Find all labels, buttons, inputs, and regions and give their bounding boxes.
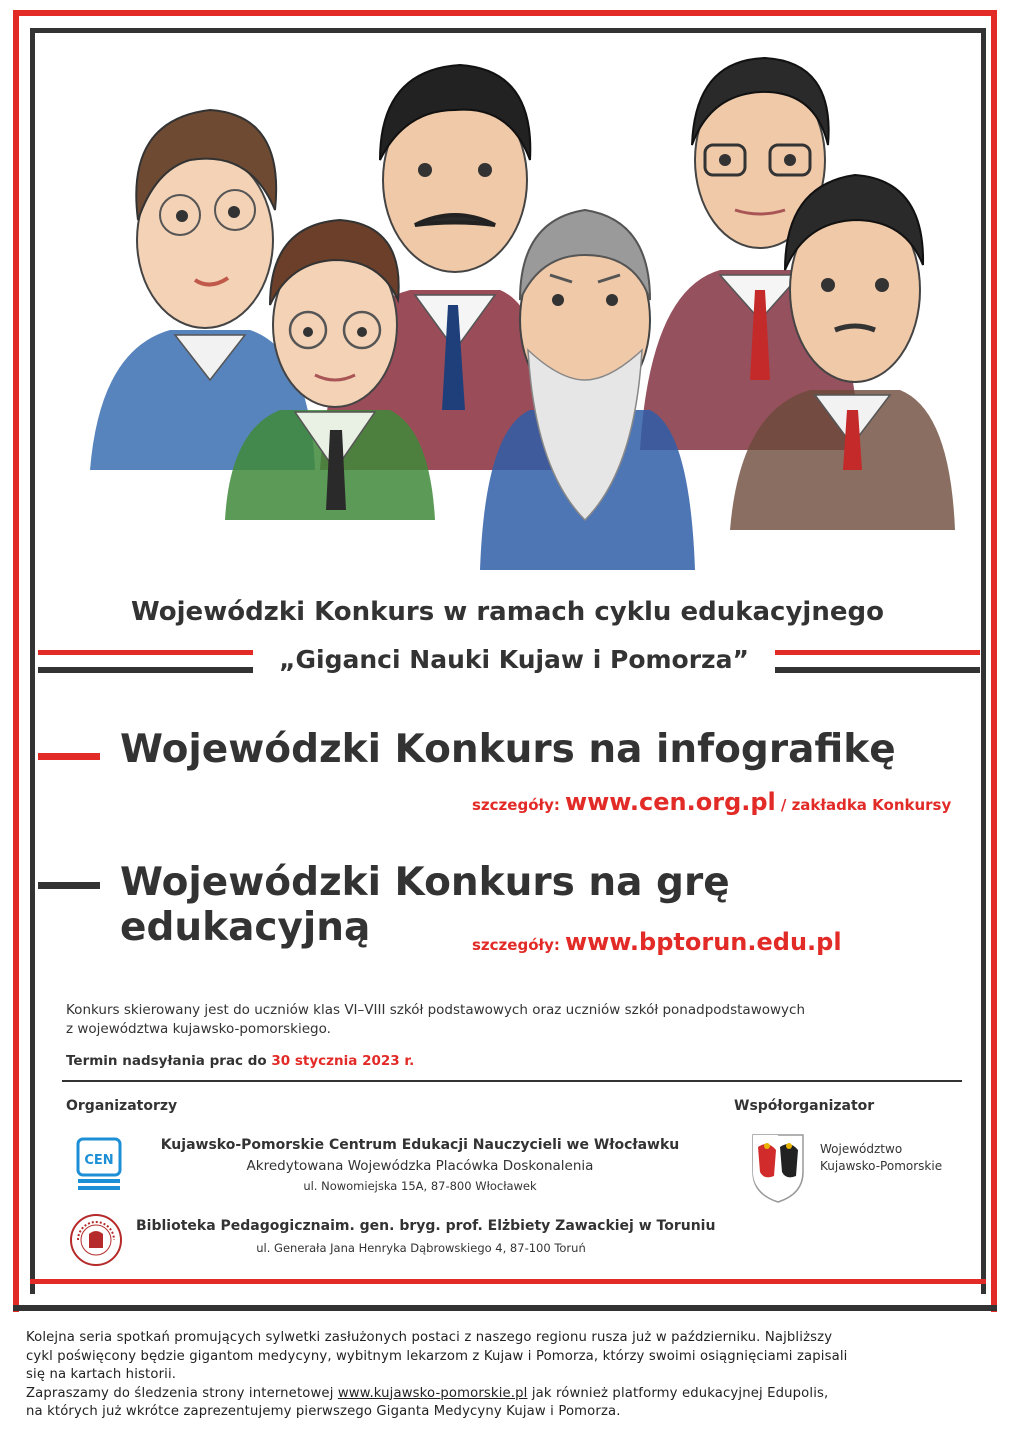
contest1-details [472,788,972,816]
series-name: „Giganci Nauki Kujaw i Pomorza” [279,645,749,674]
deadline-date: 30 stycznia 2023 r. [271,1053,415,1069]
subtitle-right-bar-dark [775,667,980,673]
info-divider [62,1080,962,1082]
subtitle-left-bar-red [38,650,253,655]
footer-url-link[interactable]: www.kujawsko-pomorskie.pl [337,1385,528,1401]
frame-bottom-red [30,1279,986,1284]
frame-right-red [991,10,997,1312]
contest1-bullet-bar [38,753,100,760]
library-seal-icon [68,1212,124,1268]
footer-p2-prefix: Zapraszamy do śledzenia strony internetowej [26,1385,334,1401]
info-line2: z województwa kujawsko-pomorskiego. [66,1021,331,1037]
frame-top-dark [30,28,986,33]
coorganizer-name-line1: Województwo [820,1142,903,1156]
frame-left-dark [30,28,35,1294]
coorganizer-heading: Współorganizator [734,1098,875,1114]
cen-accreditation: Akredytowana Wojewódzka Placówka Doskonalenia [246,1158,594,1174]
deadline-prefix: Termin nadsyłania prac do [66,1053,267,1069]
footer-p1-line1: Kolejna seria spotkań promujących sylwetki zasłużonych postaci z naszego regionu rusza już w październiku. Najbliższy [26,1330,833,1345]
contest2-details-label: szczegóły: [472,936,560,954]
cen-name: Kujawsko-Pomorskie Centrum Edukacji Nauczycieli we Włocławku [160,1137,680,1153]
footer-p2-suffix: jak również platformy edukacyjnej Edupolis, [531,1385,829,1401]
info-line1: Konkurs skierowany jest do uczniów klas VI–VIII szkół podstawowych oraz uczniów szkół ponadpodstawowych [66,1002,806,1018]
cen-logo-icon [76,1137,122,1191]
series-subtitle: Wojewódzki Konkurs w ramach cyklu edukacyjnego [131,597,884,627]
frame-right-dark [981,28,986,1294]
contest1-details-label: szczegóły: [472,796,560,814]
footer-p1-line2: cykl poświęcony będzie gigantom medycyny, wybitnym lekarzom z Kujaw i Pomorza, którzy swoimi osiągnięciami zapisali [26,1348,848,1364]
deadline [66,1053,766,1069]
cen-address: ul. Nowomiejska 15A, 87-800 Włocławek [303,1179,537,1193]
cen-logo-text: CEN [84,1153,114,1168]
coat-of-arms-icon [750,1132,806,1204]
subtitle-right-bar-red [775,650,980,655]
frame-bottom-dark [13,1305,997,1311]
frame-top-red [13,10,997,16]
coorganizer-name-line2: Kujawsko-Pomorskie [820,1159,943,1173]
contest1-title: Wojewódzki Konkurs na infografikę [120,727,896,772]
footer-text [26,1329,1006,1422]
scientists-illustration [80,50,960,580]
contest2-bullet-bar [38,882,100,889]
subtitle-left-bar-dark [38,667,253,673]
footer-p2-line1 [26,1385,1006,1404]
library-address: ul. Generała Jana Henryka Dąbrowskiego 4, 87-100 Toruń [256,1241,586,1255]
library-name: Biblioteka Pedagogicznaim. gen. bryg. prof. Elżbiety Zawackiej w Toruniu [136,1218,716,1234]
footer-p2-line2: na których już wkrótce zaprezentujemy pierwszego Giganta Medycyny Kujaw i Pomorza. [26,1404,621,1419]
contest2-details-url[interactable]: www.bptorun.edu.pl [564,928,842,956]
frame-left-red [13,10,19,1312]
contest2-title: Wojewódzki Konkurs na grę edukacyjną [120,860,730,950]
footer-p1-line3: się na kartach historii. [26,1367,177,1382]
organizers-heading: Organizatorzy [66,1098,178,1114]
contest1-details-url[interactable]: www.cen.org.pl [564,788,776,816]
contest1-details-suffix: / zakładka Konkursy [780,796,952,814]
contest2-details [472,928,972,956]
